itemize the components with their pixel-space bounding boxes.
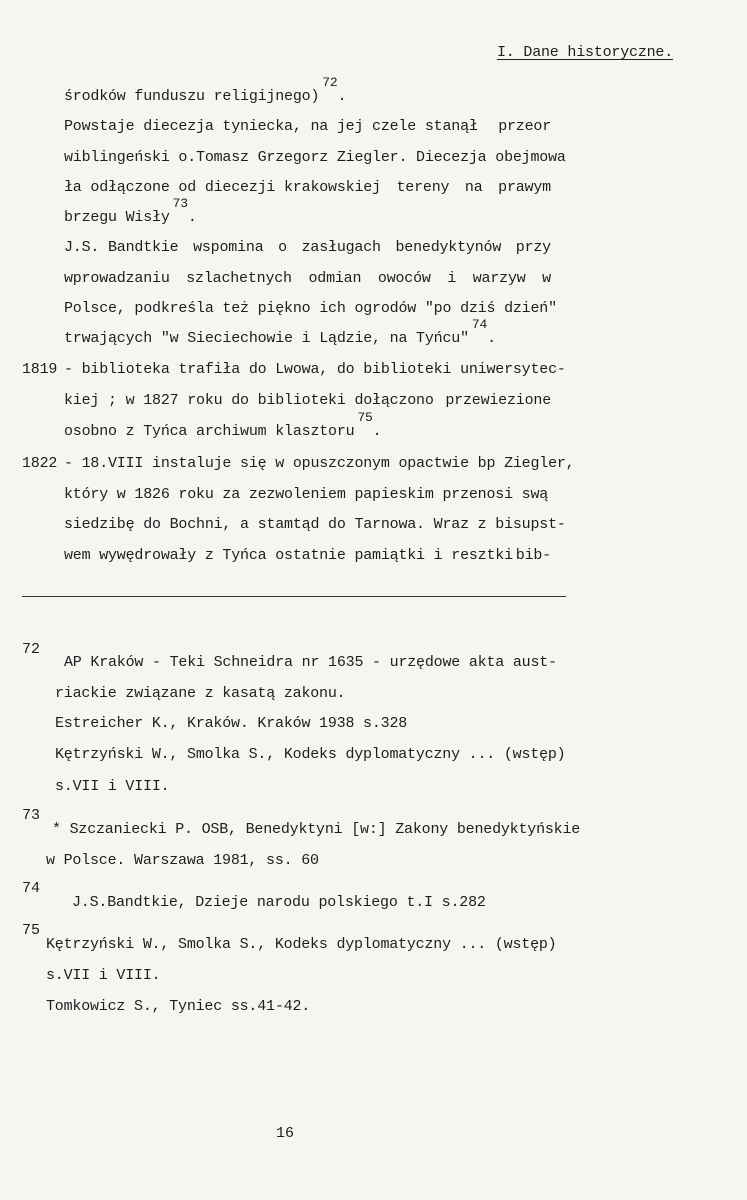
body-text: o [278,239,287,256]
body-line [64,270,551,288]
body-text: w [542,270,551,287]
body-text: wspomina [193,239,264,256]
body-text: bib- [515,547,551,564]
body-line: - 18.VIII instaluje się w opuszczonym opactwie bp Ziegler, [64,455,575,472]
body-line [64,547,551,565]
footnote-line: s.VII i VIII. [46,967,161,984]
footnote-separator [22,596,566,597]
body-line [64,239,551,257]
body-text: i [447,270,457,287]
footnote-ref: 75 [357,410,373,425]
body-line: - biblioteka trafiła do Lwowa, do biblioteki uniwersytec- [64,361,566,378]
body-text: przewiezione [445,392,551,409]
year-1819: 1819 [22,361,58,378]
body-text: brzegu Wisły [64,209,170,226]
footnote-line: J.S.Bandtkie, Dzieje narodu polskiego t.I s.282 [72,894,486,911]
body-text: zasługach [301,239,381,256]
footnote-number: 75 [22,922,41,939]
footnote-ref: 72 [322,75,338,90]
body-line [64,392,551,410]
footnote-line: riackie związane z kasatą zakonu. [55,685,346,702]
body-line [64,179,551,197]
footnote-number: 73 [22,807,41,824]
footnote-line: * Szczaniecki P. OSB, Benedyktyni [w:] Zakony benedyktyńskie [52,821,581,838]
body-line: osobno z Tyńca archiwum klasztoru75. [64,410,382,440]
body-text: wem wywędrowały z Tyńca ostatnie pamiątki i resztki [64,547,513,564]
body-text: prawym [498,179,551,196]
body-line [64,118,551,136]
body-text: trwających "w Sieciechowie i Lądzie, na Tyńcu" [64,330,469,347]
footnote-number: 74 [22,880,41,897]
body-text: J.S. Bandtkie [64,239,179,256]
body-text: osobno z Tyńca archiwum klasztoru [64,423,355,440]
footnote-line: s.VII i VIII. [55,778,170,795]
body-line: trwających "w Sieciechowie i Lądzie, na Tyńcu"74. [64,317,496,347]
footnote-ref: 73 [172,196,188,211]
body-text: przeor [498,118,551,135]
body-text: kiej ; w 1827 roku do biblioteki dołączono [64,392,434,409]
running-header: I. Dane historyczne. [497,44,674,61]
body-line: wiblingeński o.Tomasz Grzegorz Ziegler. Diecezja obejmowa [64,149,566,166]
body-text: odmian [308,270,362,287]
footnote-line: Tomkowicz S., Tyniec ss.41-42. [46,998,311,1015]
footnote-line: Kętrzyński W., Smolka S., Kodeks dyplomatyczny ... (wstęp) [46,936,557,953]
page-number: 16 [276,1125,295,1142]
body-text: owoców [377,270,431,287]
body-text: przy [515,239,551,256]
footnote-line: AP Kraków - Teki Schneidra nr 1635 - urzędowe akta aust- [64,654,557,671]
body-text: na [464,179,483,196]
body-line: który w 1826 roku za zezwoleniem papieskim przenosi swą [64,486,549,503]
body-text: benedyktynów [395,239,502,256]
body-text: warzyw [472,270,526,287]
body-line: siedzibę do Bochni, a stamtąd do Tarnowa. Wraz z bisupst- [64,516,566,533]
body-line: brzegu Wisły73. [64,196,197,226]
body-text: wprowadzaniu [64,270,170,287]
body-text: szlachetnych [186,270,292,287]
body-text: Powstaje diecezja tyniecka, na jej czele stanął [64,118,478,135]
body-text: tereny [396,179,450,196]
body-text: ła odłączone od diecezji krakowskiej [64,179,381,196]
body-line: Polsce, podkreśla też piękno ich ogrodów "po dziś dzień" [64,300,557,317]
year-1822: 1822 [22,455,58,472]
body-text: środków funduszu religijnego) [64,88,320,105]
footnote-line: w Polsce. Warszawa 1981, ss. 60 [46,852,319,869]
body-line: środków funduszu religijnego)72. [64,75,347,105]
footnote-ref: 74 [471,317,488,332]
footnote-line: Kętrzyński W., Smolka S., Kodeks dyplomatyczny ... (wstęp) [55,746,566,763]
footnote-number: 72 [22,641,41,658]
footnote-line: Estreicher K., Kraków. Kraków 1938 s.328 [55,715,408,732]
